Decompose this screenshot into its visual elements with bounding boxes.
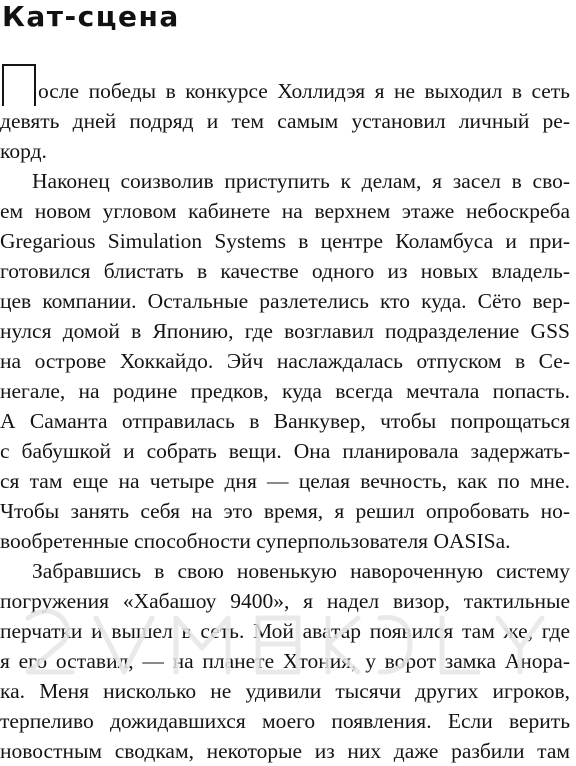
text-line: ся там еще на четыре дня — целая вечность, как по мне. — [0, 469, 570, 493]
text-line: нулся домой в Японию, где возглавил подразделение GSS — [0, 319, 570, 343]
text-line: готовился блистать в качестве одного из новых владель- — [0, 259, 570, 283]
text-line: Чтобы занять себя на это время, я решил опробовать но- — [0, 499, 570, 523]
text-line: перчатки и вышел в сеть. Мой аватар появился там же, где — [0, 619, 570, 643]
text-line: негале, на родине предков, куда всегда мечтала попасть. — [0, 379, 570, 403]
text-line: Забравшись в свою новенькую навороченную систему — [32, 559, 570, 583]
text-line: я его оставил, — на планете Хтония, у ворот замка Анора- — [0, 649, 570, 673]
text-line: на острове Хоккайдо. Эйч наслаждалась отпуском в Се- — [0, 349, 570, 373]
text-line: вообретенные способности суперпользователя OASISа. — [0, 529, 511, 553]
text-line: с бабушкой и собрать вещи. Она планировала задержать- — [0, 439, 570, 463]
text-line: ка. Меня нисколько не удивили тысячи других игроков, — [0, 679, 570, 703]
text-line: терпеливо дожидавшихся моего появления. Если верить — [0, 709, 570, 733]
text-line: девять дней подряд и тем самым установил личный ре- — [0, 109, 570, 133]
text-line: осле победы в конкурсе Холлидэя я не выходил в сеть — [38, 79, 570, 103]
chapter-title: Кат-сцена — [2, 0, 180, 33]
text-line: Наконец соизволив приступить к делам, я засел в сво- — [32, 169, 570, 193]
text-line: А Саманта отправилась в Ванкувер, чтобы попрощаться — [0, 409, 570, 433]
text-line: корд. — [0, 139, 47, 163]
text-line: новостным сводкам, некоторые из них даже разбили там — [0, 739, 570, 763]
text-line: ем новом угловом кабинете на верхнем этаже небоскреба — [0, 199, 570, 223]
text-line: цев компании. Остальные разлетелись кто куда. Сёто вер- — [0, 289, 570, 313]
text-line: погружения «Хабашоу 9400», я надел визор, тактильные — [0, 589, 570, 613]
text-line: Gregarious Simulation Systems в центре Коламбуса и при- — [0, 229, 570, 253]
